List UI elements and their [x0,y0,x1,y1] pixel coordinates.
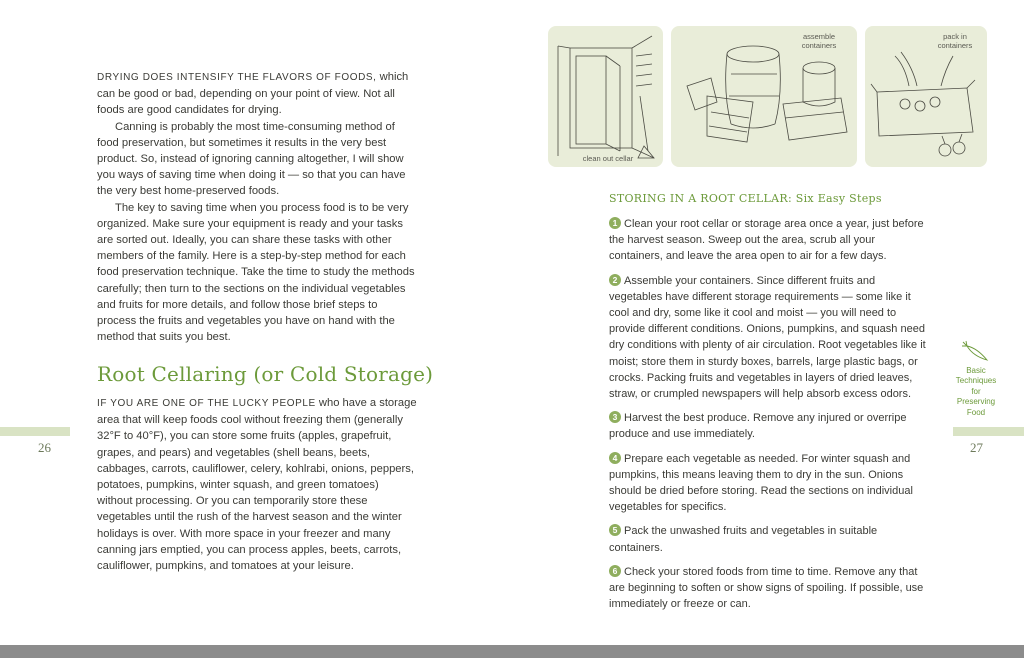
step-1 [609,216,927,265]
illustration-label-1: clean out cellar [582,154,634,163]
illustration-label-2: assemble containers [801,32,837,50]
illustration-clean-cellar [548,26,663,167]
steps-title: STORING IN A ROOT CELLAR: Six Easy Steps [609,192,882,205]
step-3 [609,410,927,442]
intro-lead: DRYING DOES INTENSIFY THE FLAVORS OF FOODS, [97,72,377,83]
carrot-icon [961,340,991,362]
step-5 [609,523,927,555]
step-number-badge: 6 [609,565,621,577]
root-rest: who have a storage area that will keep foods cool without freezing them (generally 32°F to 40°F), you can store some fruits (apples, grapefruit, grapes, and pears) and vegetables (shell beans, beets, cabbages, carrots, cauliflower, celery, kohlrabi, onions, peppers, potatoes, pumpkins, winter squash, and green tomatoes) without processing. Or you can temporarily store these vegetables until the rush of the harvest season and the winter holidays is over. With more space in your freezer and many canning jars emptied, you can process apples, beets, carrots, cauliflower, pumpkins, and tomatoes at your leisure. [97,397,417,573]
step-number-badge: 4 [609,452,621,464]
intro-paragraph [97,69,417,119]
page-number-left: 26 [38,440,51,455]
cellar-door-icon [548,26,663,167]
bottom-bar [0,645,1024,658]
root-cellaring-text [97,395,417,574]
page-edge-band-right [953,427,1024,436]
step-6 [609,564,927,613]
illustration-label-3: pack in containers [937,32,973,50]
section-heading: Root Cellaring (or Cold Storage) [97,362,434,386]
steps-list [609,216,927,620]
step-text: Pack the unwashed fruits and vegetables in suitable containers. [609,525,878,554]
step-number-badge: 5 [609,524,621,536]
page-number-right: 27 [970,440,983,455]
illustration-pack-containers [865,26,987,167]
step-text: Check your stored foods from time to time. Remove any that are beginning to soften or show signs of spoiling. If possible, use immediately or freeze or can. [609,565,924,611]
step-number-badge: 1 [609,217,621,229]
saving-time-paragraph: The key to saving time when you process food is to be very organized. Make sure your equipment is ready and your tasks are sorted out. Ideally, you can share these tasks with other members of the family. Here is a step-by-step method for each food preservation technique. Take the time to study the methods carefully; then turn to the sections on the individual vegetables and fruits for more details, and follow those brief steps to process the fruits and vegetables you have on hand with the method that suits you best. [97,201,415,344]
side-tab-label: Basic Techniques for Preserving Food [955,365,997,417]
illustration-assemble-containers [671,26,857,167]
step-2 [609,273,927,403]
step-number-badge: 3 [609,411,621,423]
step-4 [609,451,927,516]
step-text: Assemble your containers. Since different fruits and vegetables have different storage requirements — some like it cool and dry, some like it cool and moist — you will need to provide different conditions. Onions, pumpkins, and squash need dry conditions with plenty of air circulation. Root vegetables like it moist; store them in sturdy boxes, barrels, large plastic bags, or crocks. Packing fruits and vegetables in layers of dried leaves, straw, or crumpled newspapers will help absorb excess odors. [609,274,926,401]
step-number-badge: 2 [609,274,621,286]
intro-text [97,69,417,345]
step-text: Harvest the best produce. Remove any injured or overripe produce and use immediately. [609,412,907,441]
canning-paragraph: Canning is probably the most time-consuming method of food preservation, but sometimes it results in the very best product. So, instead of ignoring canning altogether, I will show you ways of saving time when doing it — so that you can have the very best home-preserved foods. [97,120,406,198]
side-tab [953,340,999,418]
step-text: Prepare each vegetable as needed. For winter squash and pumpkins, this means leaving them to dry in the sun. Onions should be dried before storing. Read the sections on individual vegetables for specifics. [609,452,913,514]
root-lead: IF YOU ARE ONE OF THE LUCKY PEOPLE [97,398,316,409]
intro-rest: which can be good or bad, depending on your point of view. Not all foods are good candidates for drying. [97,71,409,117]
page-edge-band [0,427,70,436]
root-cellaring-paragraph [97,395,417,574]
step-text: Clean your root cellar or storage area once a year, just before the harvest season. Sweep out the area, scrub all your containers, and leave the area open to air for a few days. [609,218,924,263]
